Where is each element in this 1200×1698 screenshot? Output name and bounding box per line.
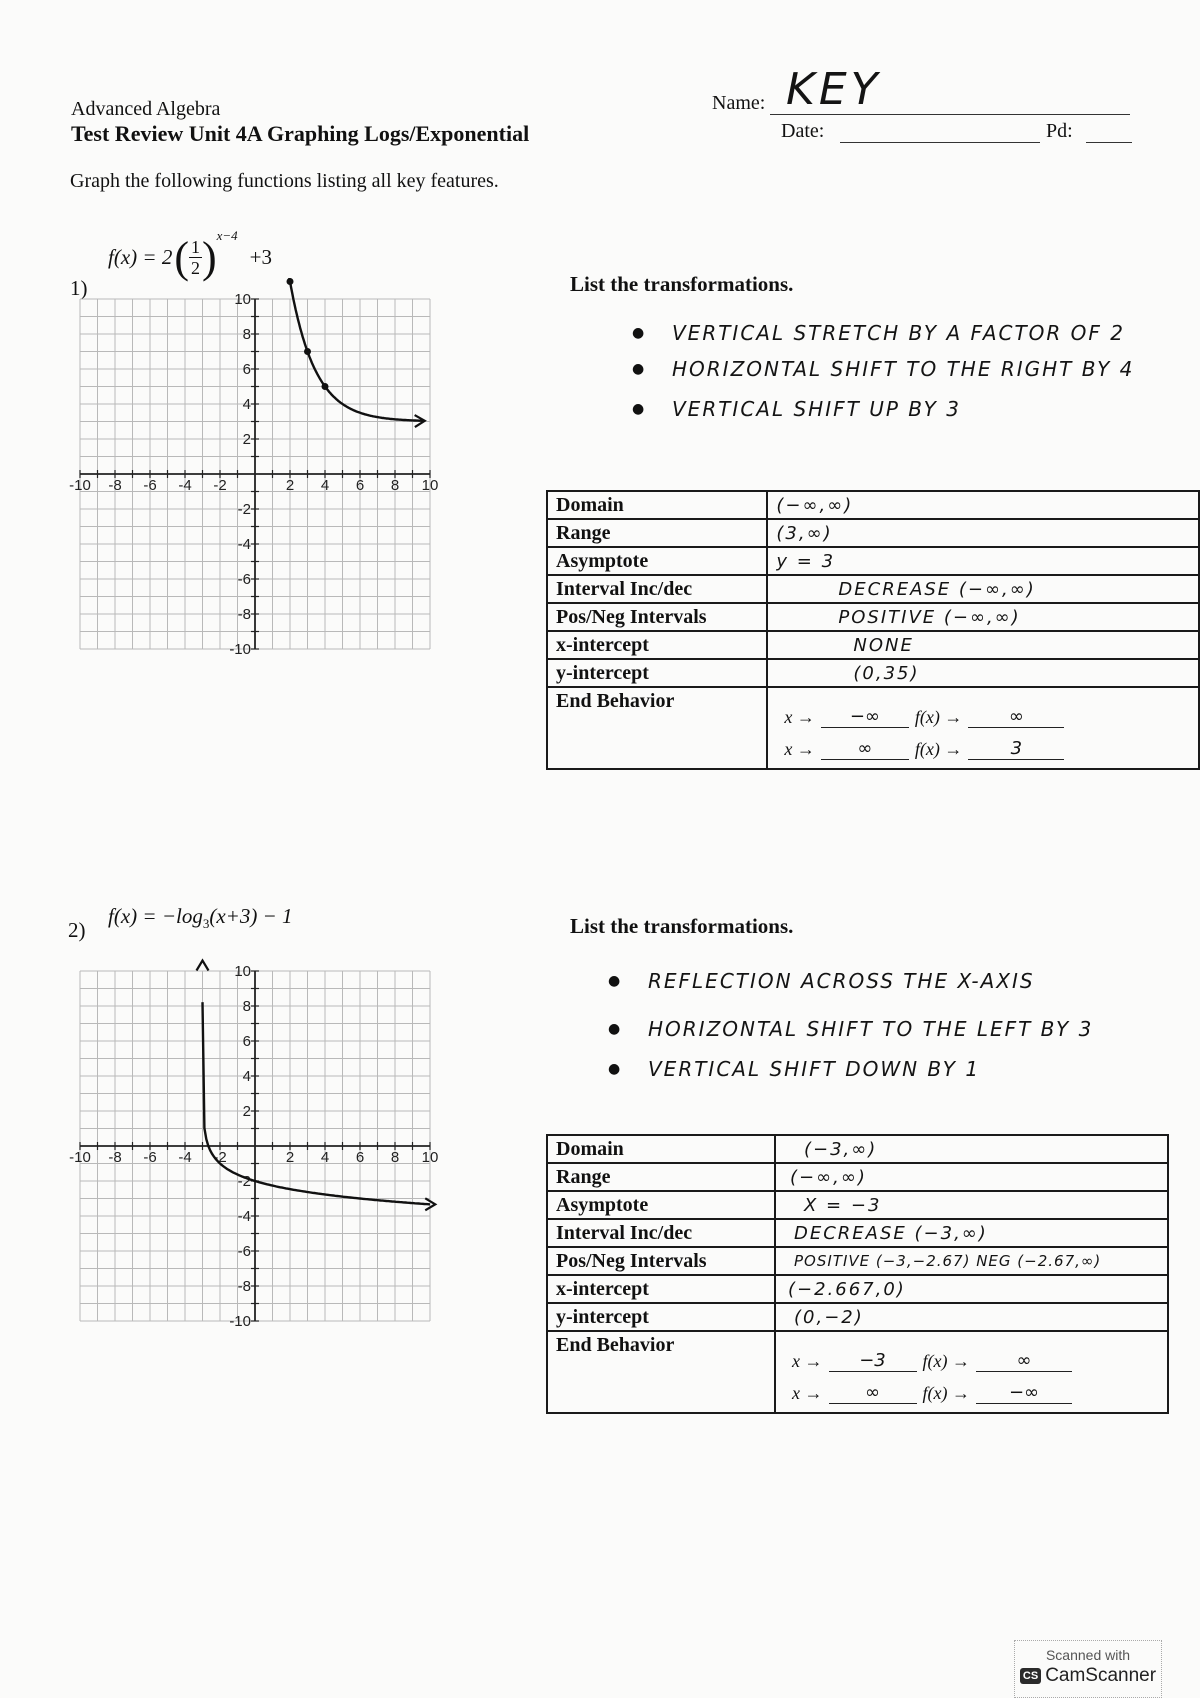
course-name: Advanced Algebra [71, 98, 221, 120]
function-rest: (x+3) − 1 [209, 904, 293, 928]
fraction-denominator: 2 [190, 258, 200, 278]
problem-1-function [108, 228, 273, 283]
x-arrow-label: x → [784, 707, 815, 727]
table-row [547, 1163, 1168, 1191]
name-label: Name: [712, 92, 766, 114]
row-value: (−∞,∞) [767, 491, 1199, 519]
end-behavior-row [792, 1372, 1159, 1404]
table-row [547, 547, 1199, 575]
function-suffix: +3 [249, 245, 273, 269]
table-row [547, 687, 1199, 769]
y-tick-label: 8 [242, 998, 251, 1015]
row-value: y = 3 [767, 547, 1199, 575]
row-value: DECREASE (−3,∞) [775, 1219, 1168, 1247]
x-tick-label: -10 [69, 477, 91, 494]
y-tick-label: -2 [237, 501, 251, 518]
f-limit: −∞ [976, 1382, 1072, 1404]
name-value: KEY [786, 64, 882, 115]
date-label: Date: [781, 120, 825, 142]
row-label: Pos/Neg Intervals [547, 1247, 775, 1275]
f-limit: ∞ [968, 706, 1064, 728]
f-arrow-label: f(x) → [914, 707, 963, 727]
y-tick-label: -4 [237, 536, 251, 553]
y-tick-label: -8 [237, 606, 251, 623]
transformation-item: ● HORIZONTAL SHIFT TO THE LEFT BY 3 [608, 1016, 1168, 1042]
x-arrow-label: x → [792, 1383, 823, 1403]
y-tick-label: 4 [242, 1068, 251, 1085]
y-tick-label: 8 [242, 326, 251, 343]
row-value: (−2.667,0) [775, 1275, 1168, 1303]
row-label: y-intercept [547, 659, 767, 687]
table-row [547, 491, 1199, 519]
x-tick-label: -6 [143, 477, 157, 494]
problem-2-function [108, 904, 292, 932]
f-limit: 3 [968, 738, 1064, 760]
y-tick-label: -6 [237, 1243, 251, 1260]
table-row [547, 1331, 1168, 1413]
fraction-numerator: 1 [190, 237, 200, 257]
row-value: (0,35) [767, 659, 1199, 687]
row-label: x-intercept [547, 1275, 775, 1303]
camscanner-logo-icon: CS [1020, 1668, 1041, 1684]
x-tick-label: 10 [421, 477, 439, 494]
x-limit: −3 [829, 1350, 917, 1372]
row-label: Domain [547, 491, 767, 519]
instructions: Graph the following functions listing all key features. [70, 170, 499, 192]
plotted-point [287, 278, 294, 285]
x-tick-label: -2 [213, 477, 227, 494]
watermark-brand [1015, 1665, 1161, 1687]
row-label: Domain [547, 1135, 775, 1163]
y-tick-label: 10 [234, 963, 251, 980]
table-row [547, 575, 1199, 603]
f-arrow-label: f(x) → [922, 1351, 970, 1371]
y-tick-label: 4 [242, 396, 251, 413]
watermark-line1: Scanned with [1045, 1647, 1131, 1663]
row-value: (−∞,∞) [775, 1163, 1168, 1191]
curve-arrow [197, 961, 209, 971]
x-tick-label: 2 [285, 477, 295, 494]
end-behavior-row [792, 1340, 1159, 1372]
x-tick-label: -4 [178, 477, 192, 494]
transformations-heading-1: List the transformations. [570, 272, 794, 296]
graph-2 [55, 950, 455, 1342]
y-tick-label: 6 [242, 1033, 251, 1050]
table-row [547, 603, 1199, 631]
row-label: Pos/Neg Intervals [547, 603, 767, 631]
end-behavior-row [784, 728, 1190, 760]
log-base: 3 [202, 916, 210, 932]
y-tick-label: -8 [237, 1278, 251, 1295]
x-tick-label: -4 [178, 1149, 192, 1166]
x-tick-label: 8 [390, 1149, 400, 1166]
key-features-table-2 [546, 1134, 1169, 1414]
key-features-table-1 [546, 490, 1200, 770]
row-label: y-intercept [547, 1303, 775, 1331]
x-tick-label: 2 [285, 1149, 295, 1166]
function-prefix: f(x) = 2 [108, 245, 173, 269]
x-tick-label: -8 [108, 477, 122, 494]
x-tick-label: 6 [355, 477, 365, 494]
row-value: POSITIVE (−3,−2.67) NEG (−2.67,∞) [775, 1247, 1168, 1275]
y-tick-label: 10 [234, 291, 251, 308]
row-value: POSITIVE (−∞,∞) [767, 603, 1199, 631]
row-value: NONE [767, 631, 1199, 659]
transformations-heading-2: List the transformations. [570, 914, 794, 938]
table-row [547, 659, 1199, 687]
y-tick-label: -10 [229, 1313, 251, 1330]
y-tick-label: -6 [237, 571, 251, 588]
watermark-line2: CamScanner [1045, 1665, 1157, 1686]
x-tick-label: -10 [69, 1149, 91, 1166]
transformation-item: ● VERTICAL SHIFT DOWN BY 1 [608, 1056, 1168, 1082]
f-arrow-label: f(x) → [922, 1383, 970, 1403]
y-tick-label: 6 [242, 361, 251, 378]
end-behavior-row [784, 696, 1190, 728]
x-tick-label: 6 [355, 1149, 365, 1166]
x-tick-label: 4 [320, 477, 330, 494]
table-row [547, 1275, 1168, 1303]
y-tick-label: -2 [237, 1173, 251, 1190]
x-limit: ∞ [829, 1382, 917, 1404]
row-label: Interval Inc/dec [547, 1219, 775, 1247]
x-tick-label: 8 [390, 477, 400, 494]
row-label: Range [547, 519, 767, 547]
problem-1-number: 1) [70, 276, 88, 300]
x-arrow-label: x → [792, 1351, 823, 1371]
x-limit: −∞ [821, 706, 909, 728]
end-behavior-cell [767, 687, 1199, 769]
table-row [547, 1303, 1168, 1331]
x-tick-label: 4 [320, 1149, 330, 1166]
y-tick-label: 2 [242, 431, 251, 448]
x-tick-label: -6 [143, 1149, 157, 1166]
function-curve [203, 1002, 431, 1204]
pd-label: Pd: [1046, 120, 1073, 142]
y-tick-label: -4 [237, 1208, 251, 1225]
transformation-item: ● VERTICAL STRETCH BY A FACTOR OF 2 [632, 320, 1172, 346]
function-exponent: x−4 [216, 228, 238, 243]
fraction [189, 237, 202, 278]
transformations-list-2 [608, 968, 1168, 1082]
f-limit: ∞ [976, 1350, 1072, 1372]
problem-2-number: 2) [68, 918, 86, 942]
transformations-list-1 [632, 320, 1172, 422]
graph-1 [55, 278, 455, 670]
row-label: Asymptote [547, 547, 767, 575]
transformation-item: ● VERTICAL SHIFT UP BY 3 [632, 396, 1172, 422]
y-tick-label: -10 [229, 641, 251, 658]
table-row [547, 1191, 1168, 1219]
transformation-item: ● HORIZONTAL SHIFT TO THE RIGHT BY 4 [632, 356, 1172, 382]
row-value: (−3,∞) [775, 1135, 1168, 1163]
end-behavior-cell [775, 1331, 1168, 1413]
scanner-watermark [1014, 1640, 1162, 1698]
y-tick-label: 2 [242, 1103, 251, 1120]
row-label: Asymptote [547, 1191, 775, 1219]
row-label: x-intercept [547, 631, 767, 659]
row-value: DECREASE (−∞,∞) [767, 575, 1199, 603]
plotted-point [304, 348, 311, 355]
table-row [547, 1219, 1168, 1247]
row-value: (0,−2) [775, 1303, 1168, 1331]
x-arrow-label: x → [784, 739, 815, 759]
x-limit: ∞ [821, 738, 909, 760]
table-row [547, 1247, 1168, 1275]
row-value: X = −3 [775, 1191, 1168, 1219]
function-text: f(x) = −log [108, 904, 203, 928]
left-paren: ( [174, 233, 189, 282]
row-value: (3,∞) [767, 519, 1199, 547]
date-line [840, 142, 1040, 143]
table-row [547, 1135, 1168, 1163]
plotted-point [322, 383, 329, 390]
f-arrow-label: f(x) → [914, 739, 963, 759]
pd-line [1086, 142, 1132, 143]
row-label: End Behavior [547, 1331, 775, 1413]
table-row [547, 631, 1199, 659]
transformation-item: ● REFLECTION ACROSS THE X-AXIS [608, 968, 1168, 994]
x-tick-label: 10 [421, 1149, 439, 1166]
row-label: Range [547, 1163, 775, 1191]
x-tick-label: -2 [213, 1149, 227, 1166]
table-row [547, 519, 1199, 547]
page-title: Test Review Unit 4A Graphing Logs/Exponential [71, 121, 530, 146]
row-label: Interval Inc/dec [547, 575, 767, 603]
right-paren: ) [201, 233, 217, 282]
x-tick-label: -8 [108, 1149, 122, 1166]
row-label: End Behavior [547, 687, 767, 769]
